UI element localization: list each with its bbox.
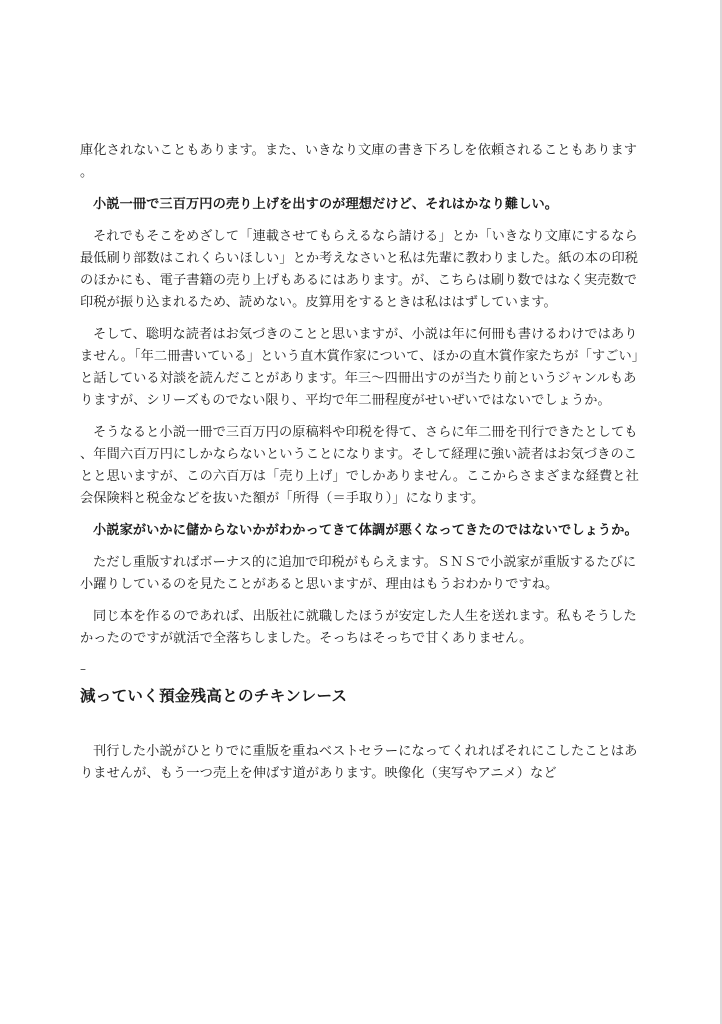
paragraphs-after-heading [80,741,640,785]
paragraphs-before-heading [80,140,640,650]
section-separator: – [80,662,86,676]
body-paragraph: ただし重版すればボーナス的に追加で印税がもらえます。ＳＮＳで小説家が重版するたびに小躍りしているのを見たことがあると思いますが、理由はもうおわかりですね。 [80,555,637,592]
body-paragraph: 同じ本を作るのであれば、出版社に就職したほうが安定した人生を送れます。私もそうしたかったのですが就活で全落ちしました。そっちはそっちで甘くありません。 [80,609,637,646]
body-paragraph: そうなると小説一冊で三百万円の原稿料や印税を得て、さらに年二冊を刊行できたとしても、年間六百万円にしかならないということになります。そして経理に強い読者はお気づきのことと思いますが、この六百万は「売り上げ」でしかありません。ここからさまざまな経費と社会保険料と税金などを抜いた額が「所得（＝手取り）」になります。 [80,425,639,506]
emphasized-paragraph: 小説家がいかに儲からないかがわかってきて体調が悪くなってきたのではないでしょうか。 [93,523,638,538]
body-paragraph: 刊行した小説がひとりでに重版を重ねベストセラーになってくれればそれにこしたことはありませんが、もう一つ売上を伸ばす道があります。映像化（実写やアニメ）など [80,744,638,781]
emphasized-paragraph: 小説一冊で三百万円の売り上げを出すのが理想だけど、それはかなり難しい。 [93,197,559,212]
section-heading: 減っていく預金残高とのチキンレース [80,687,348,705]
body-paragraph: そして、聡明な読者はお気づきのことと思いますが、小説は年に何冊も書けるわけではありません。「年二冊書いている」という直木賞作家について、ほかの直木賞作家たちが「すごい」と話している対談を読んだことがあります。年三〜四冊出すのが当たり前というジャンルもありますが、シリーズものでない限り、平均で年二冊程度がせいぜいではないでしょうか。 [80,327,639,408]
body-paragraph: 庫化されないこともあります。また、いきなり文庫の書き下ろしを依頼されることもあります。 [80,143,638,180]
document-body [80,140,640,795]
body-paragraph: それでもそこをめざして「連載させてもらえるなら請ける」とか「いきなり文庫にするなら最低刷り部数はこれくらいほしい」とか考えなさいと私は先輩に教わりました。紙の本の印税のほかにも、電子書籍の売り上げもあるにはあります。が、こちらは刷り数ではなく実売数で印税が振り込まれるため、読めない。皮算用をするときは私ははずしています。 [80,229,639,310]
